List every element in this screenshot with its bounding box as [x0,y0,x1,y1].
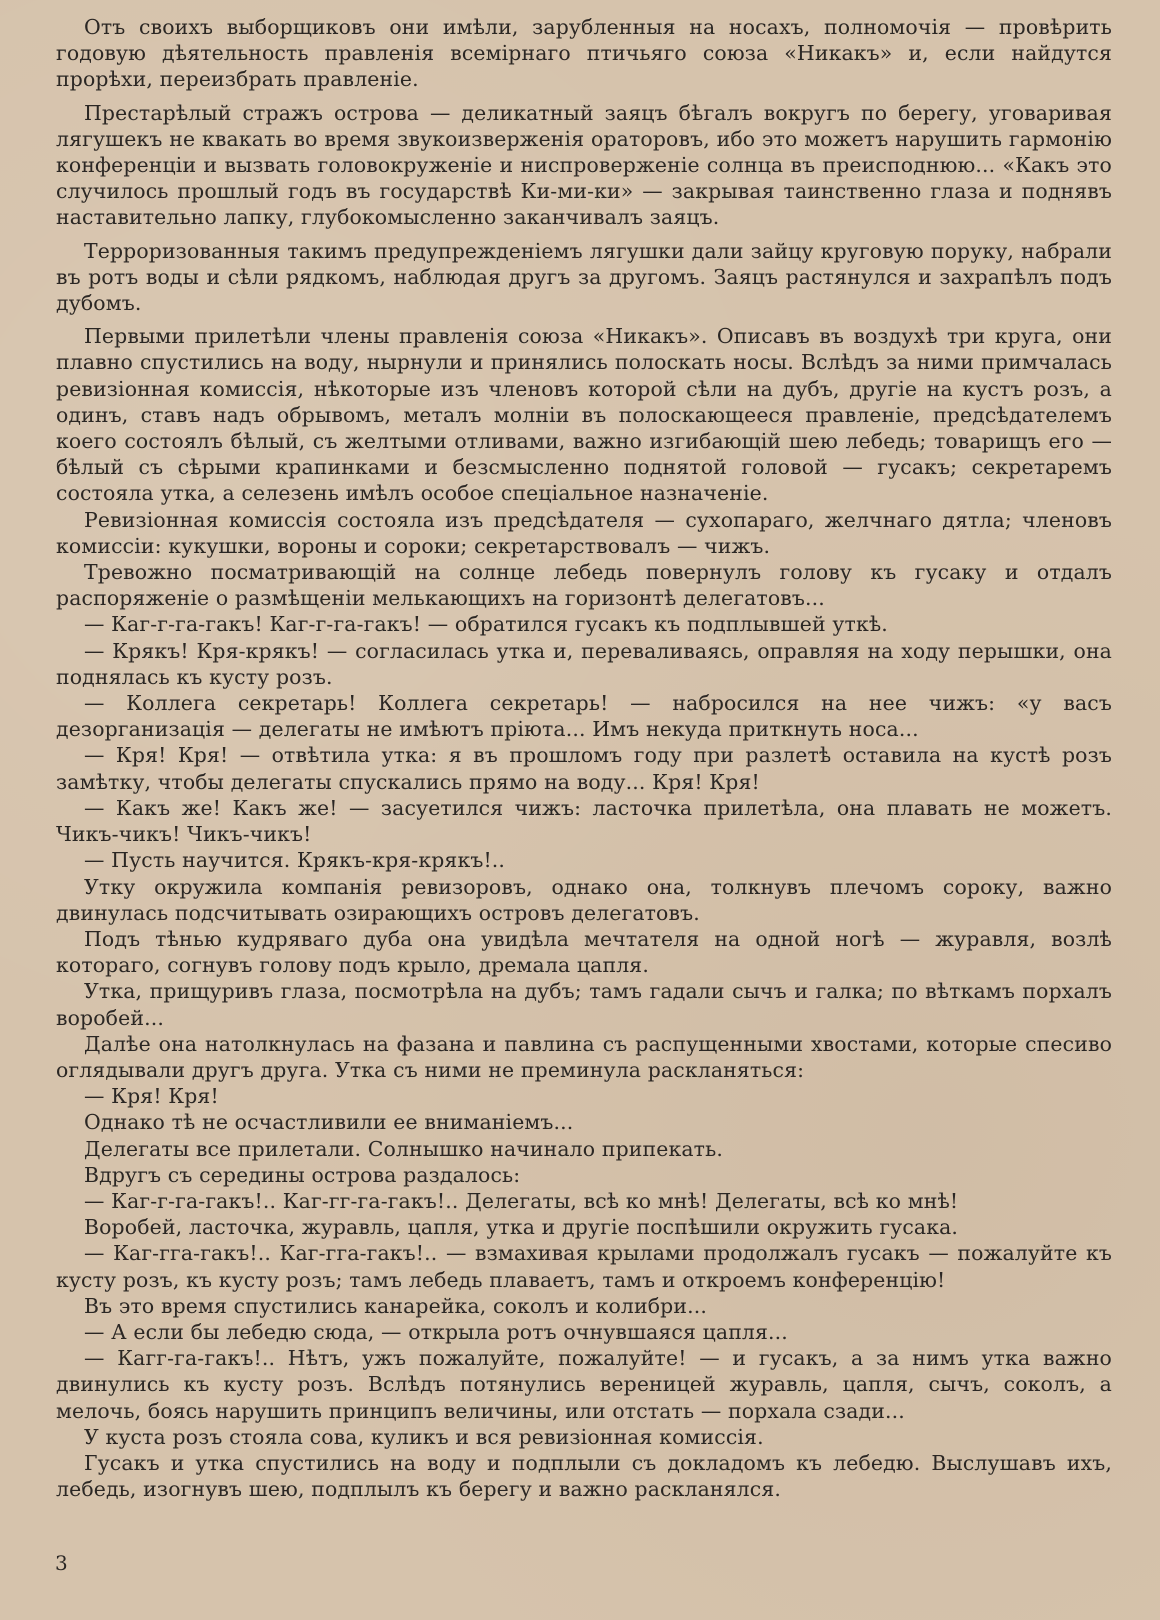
paragraph: — Каг-г-га-гакъ! Каг-г-га-гакъ! — обратился гусакъ къ подплывшей уткѣ. [84,612,888,637]
paragraph: Утку окружила компанія ревизоровъ, однако она, толкнувъ плечомъ сороку, важно двинулась подсчитывать озирающихъ островъ делегатовъ. [56,874,1112,925]
paragraph: Первыми прилетѣли члены правленія союза «Никакъ». Описавъ въ воздухѣ три круга, они плавно спустились на воду, нырнули и принялись полоскать носы. Вслѣдъ за ними примчалась ревизіонная комиссія, нѣкоторые изъ членовъ которой сѣли на дубъ, другіе на кустъ розъ, а одинъ, ставъ надъ обрывомъ, металъ молніи въ полоскающееся правленіе, предсѣдателемъ коего состоялъ бѣлый, съ желтыми отливами, важно изгибающій шею лебедь; товарищъ его — бѣлый съ сѣрыми крапинками и безсмысленно поднятой головой — гусакъ; секретаремъ состояла утка, а селезень имѣлъ особое спеціальное назначеніе. [56,324,1112,506]
paragraph: Ревизіонная комиссія состояла изъ предсѣдателя — сухопараго, желчнаго дятла; членовъ комиссіи: кукушки, вороны и сороки; секретарствовалъ — чижъ. [56,507,1112,558]
page-number: 3 [55,1551,68,1575]
page-text [56,14,1112,1502]
paragraph: — Пусть научится. Крякъ-кря-крякъ!.. [84,848,506,873]
paragraph: Делегаты все прилетали. Солнышко начинало припекать. [84,1136,723,1161]
paragraph: Отъ своихъ выборщиковъ они имѣли, зарубленныя на носахъ, полномочія — провѣрить годовую дѣятельность правленія всемірнаго птичьяго союза «Никакъ» и, если найдутся прорѣхи, переизбрать правленіе. [56,15,1112,92]
paragraph: Утка, прищуривъ глаза, посмотрѣла на дубъ; тамъ гадали сычъ и галка; по вѣткамъ порхалъ воробей... [56,979,1112,1030]
paragraph: У куста розъ стояла сова, куликъ и вся ревизіонная комиссія. [84,1424,764,1449]
paragraph: Далѣе она натолкнулась на фазана и павлина съ распущенными хвостами, которые спесиво оглядывали другъ друга. Утка съ ними не преминула раскланяться: [56,1031,1112,1082]
paragraph: — Кагг-га-гакъ!.. Нѣтъ, ужъ пожалуйте, пожалуйте! — и гусакъ, а за нимъ утка важно двинулись къ кусту розъ. Вслѣдъ потянулись вереницей журавль, цапля, сычъ, соколъ, а мелочь, боясь нарушить принципъ величины, или отстать — порхала сзади... [56,1346,1112,1423]
paragraph: — Крякъ! Кря-крякъ! — согласилась утка и, переваливаясь, оправляя на ходу перышки, она поднялась къ кусту розъ. [56,638,1112,689]
paragraph: Однако тѣ не осчастливили ее вниманіемъ... [84,1110,574,1135]
paragraph: — Каг-гга-гакъ!.. Каг-гга-гакъ!.. — взмахивая крылами продолжалъ гусакъ — пожалуйте къ кусту розъ, къ кусту розъ; тамъ лебедь плаваетъ, тамъ и откроемъ конференцію! [56,1241,1112,1292]
paragraph: Гусакъ и утка спустились на воду и подплыли съ докладомъ къ лебедю. Выслушавъ ихъ, лебедь, изогнувъ шею, подплылъ къ берегу и важно раскланялся. [56,1450,1112,1502]
paragraph: Воробей, ласточка, журавль, цапля, утка и другіе поспѣшили окружить гусака. [84,1215,959,1240]
paragraph: — Кря! Кря! — отвѣтила утка: я въ прошломъ году при разлетѣ оставила на кустѣ розъ замѣтку, чтобы делегаты спускались прямо на воду... Кря! Кря! [56,743,1112,794]
paragraph: Тревожно посматривающій на солнце лебедь повернулъ голову къ гусаку и отдалъ распоряженіе о размѣщеніи мелькающихъ на горизонтѣ делегатовъ... [56,560,1112,611]
paragraph: — А если бы лебедю сюда, — открыла ротъ очнувшаяся цапля... [84,1319,788,1344]
paragraph: Подъ тѣнью кудряваго дуба она увидѣла мечтателя на одной ногѣ — журавля, возлѣ котораго, согнувъ голову подъ крыло, дремала цапля. [56,926,1112,978]
paragraph: Престарѣлый стражъ острова — деликатный заяцъ бѣгалъ вокругъ по берегу, уговаривая лягушекъ не квакать во время звукоизверженія ораторовъ, ибо это можетъ нарушить гармонію конференціи и вызвать головокруженіе и ниспроверженіе солнца въ преисподнюю... «Какъ это случилось прошлый годъ въ государствѣ Ки-ми-ки» — закрывая таинственно глаза и поднявъ наставительно лапку, глубокомысленно заканчивалъ заяцъ. [56,100,1112,230]
paragraph: Терроризованныя такимъ предупрежденіемъ лягушки дали зайцу круговую поруку, набрали въ ротъ воды и сѣли рядкомъ, наблюдая другъ за другомъ. Заяцъ растянулся и захрапѣлъ подъ дубомъ. [56,238,1112,316]
paragraph: — Кря! Кря! [84,1084,219,1109]
paragraph: — Какъ же! Какъ же! — засуетился чижъ: ласточка прилетѣла, она плавать не можетъ. Чикъ-чикъ! Чикъ-чикъ! [56,795,1112,847]
paragraph: — Каг-г-га-гакъ!.. Каг-гг-га-гакъ!.. Делегаты, всѣ ко мнѣ! Делегаты, всѣ ко мнѣ! [84,1188,959,1213]
paragraph: Вдругъ съ середины острова раздалось: [84,1162,521,1187]
paragraph: — Коллега секретарь! Коллега секретарь! — набросился на нее чижъ: «у васъ дезорганизація — делегаты не имѣютъ пріюта... Имъ некуда приткнуть носа... [56,691,1112,742]
paragraph: Въ это время спустились канарейка, соколъ и колибри... [84,1293,707,1318]
